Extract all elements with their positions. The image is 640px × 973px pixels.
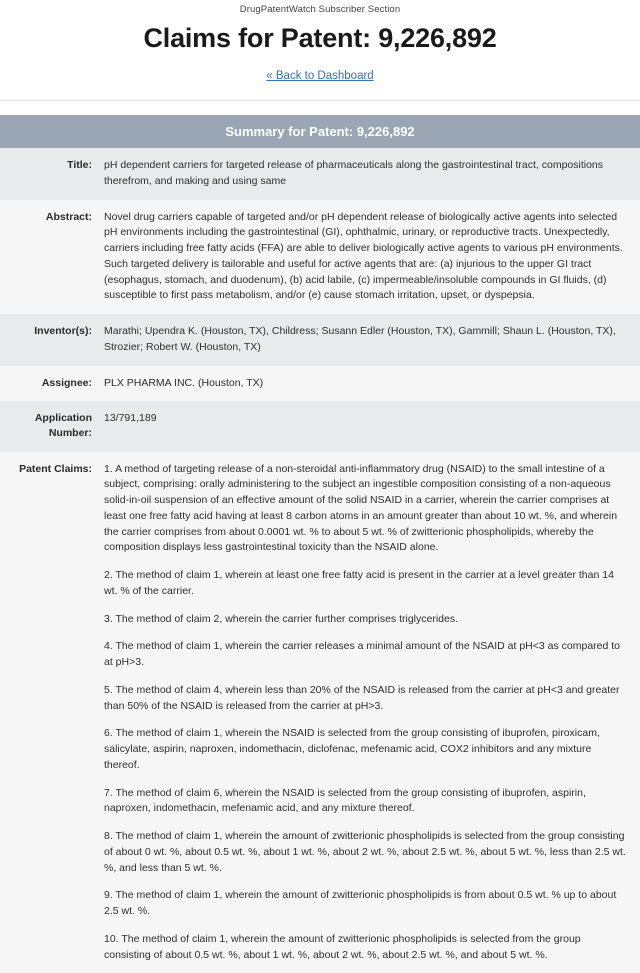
claim-item: 8. The method of claim 1, wherein the amount of zwitterionic phospholipids is selected from the group consisting of about 0 wt. %, about 0.5 wt. %, about 1 wt. %, about 2 wt. %, about 2.5 wt. %, about 5 wt. %, less than 2.5 wt. %, and less than 5 wt. %. [104, 830, 626, 874]
row-value-inventors: Marathi; Upendra K. (Houston, TX), Childress; Susann Edler (Houston, TX), Gammill; Shaun L. (Houston, TX), Strozier; Robert W. (Houston, TX) [100, 314, 640, 366]
row-label-inventors: Inventor(s): [0, 314, 100, 366]
claim-item: 10. The method of claim 1, wherein the amount of zwitterionic phospholipids is selected from the group consisting of about 0.5 wt. %, about 1 wt. %, about 2 wt. %, about 2.5 wt. %, and about 5 wt. %. [104, 932, 581, 961]
row-label-assignee: Assignee: [0, 366, 100, 402]
row-label-patent-claims: Patent Claims: [0, 452, 100, 973]
row-label-abstract: Abstract: [0, 200, 100, 315]
table-row [0, 366, 640, 402]
table-row [0, 200, 640, 315]
claim-item: 9. The method of claim 1, wherein the amount of zwitterionic phospholipids is from about 0.5 wt. % up to about 2.5 wt. %. [104, 889, 617, 918]
page-title: Claims for Patent: 9,226,892 [143, 23, 497, 53]
claim-item: 2. The method of claim 1, wherein at least one free fatty acid is present in the carrier at a level greater than 14 wt. % of the carrier. [104, 569, 614, 597]
row-value-application-number: 13/791,189 [100, 401, 640, 451]
back-to-dashboard-link[interactable]: « Back to Dashboard [266, 70, 374, 82]
claim-item: 1. A method of targeting release of a non-steroidal anti-inflammatory drug (NSAID) to the small intestine of a subject, comprising: orally administering to the subject an ingestible composition consisting of a non-aqueous solid-in-oil suspension of an effective amount of the solid NSAID in a carrier, wherein the carrier comprises at least one free fatty acid having at least 8 carbon atoms in an amount greater than about 10 wt. %, and wherein the carrier comprises from about 0.0001 wt. % to about 5 wt. % of zwitterionic phospholipids, whereby the composition displays less gastrointestinal toxicity than the NSAID alone. [104, 462, 618, 554]
header-divider [0, 100, 640, 101]
row-label-application-number: Application Number: [0, 401, 100, 451]
claim-item: 5. The method of claim 4, wherein less than 20% of the NSAID is released from the carrier at pH<3 and greater than 50% of the NSAID is released from the carrier at pH>3. [104, 683, 620, 712]
row-value-abstract: Novel drug carriers capable of targeted and/or pH dependent release of biologically active agents into selected pH environments including the gastrointestinal (GI), ophthalmic, urinary, or reproductive tracts. Unexpectedly, carriers including free fatty acids (FFA) are able to deliver biologically active agents to various pH environments. Such targeted delivery is tailorable and useful for active agents that are: (a) injurious to the upper GI tract (esophagus, stomach, and duodenum), (b) acid labile, (c) impermeable/insoluble compounds in GI fluids, (d) susceptible to first pass metabolism, and/or (e) cause stomach irritation, upset, or dyspepsia. [100, 200, 640, 315]
row-value-assignee: PLX PHARMA INC. (Houston, TX) [100, 366, 640, 402]
claim-item: 4. The method of claim 1, wherein the carrier releases a minimal amount of the NSAID at pH<3 as compared to at pH>3. [104, 640, 621, 669]
claim-item: 7. The method of claim 6, wherein the NSAID is selected from the group consisting of ibuprofen, aspirin, naproxen, indomethacin, mefenamic acid, and any mixture thereof. [104, 786, 586, 815]
back-link-container [0, 66, 640, 84]
claim-item: 6. The method of claim 1, wherein the NSAID is selected from the group consisting of ibuprofen, piroxicam, salicylate, aspirin, naproxen, indomethacin, diclofenac, mefenamic acid, COX2 inhibitors and any mixture thereof. [104, 727, 600, 771]
claim-item: 3. The method of claim 2, wherein the carrier further comprises triglycerides. [104, 612, 459, 625]
row-value-patent-claims [100, 452, 640, 973]
table-row [0, 401, 640, 451]
table-row [0, 148, 640, 200]
site-label: DrugPatentWatch Subscriber Section [239, 4, 401, 15]
table-row [0, 314, 640, 366]
summary-bar-title: Summary for Patent: 9,226,892 [0, 115, 640, 148]
row-value-title: pH dependent carriers for targeted release of pharmaceuticals along the gastrointestinal tract, compositions therefrom, and making and using same [100, 148, 640, 200]
table-row-claims [0, 452, 640, 973]
row-label-title: Title: [0, 148, 100, 200]
patent-detail-table [0, 148, 640, 973]
